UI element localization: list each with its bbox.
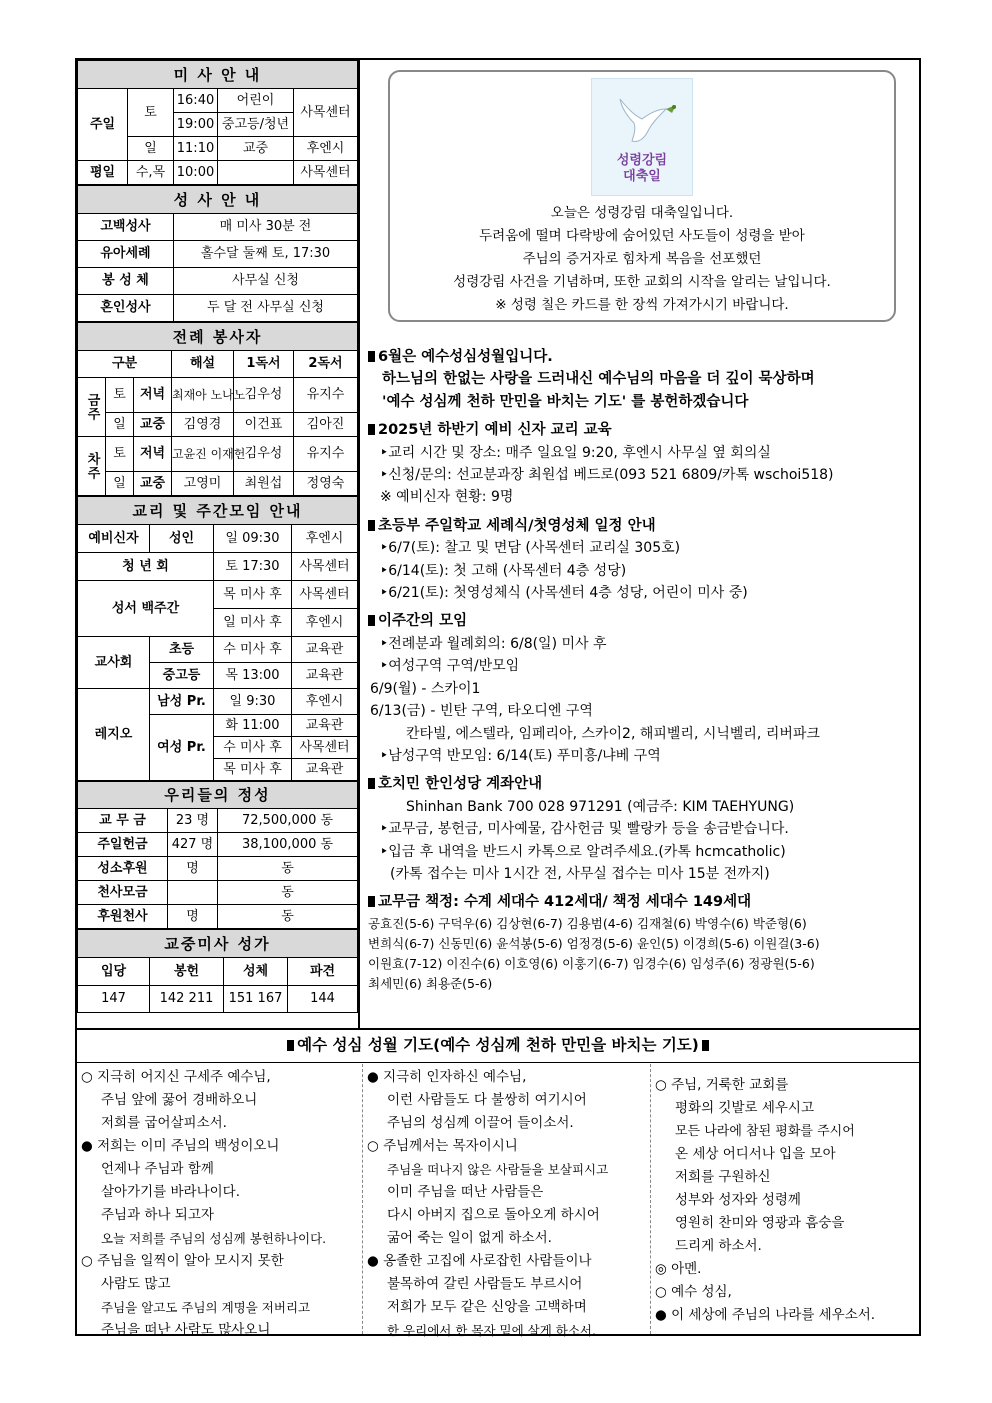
day-label: 일 [106, 413, 134, 437]
news-title: 6월은 예수성심성월입니다. [378, 349, 553, 365]
elem-label: 초등 [150, 637, 214, 663]
reader2: 정영숙 [294, 472, 358, 496]
hymn-header: 성체 [224, 958, 288, 986]
servers-header: 1독서 [234, 351, 294, 378]
meeting-time: 일 미사 후 [214, 609, 292, 637]
meeting-place: 사목센터 [292, 553, 358, 581]
offering-label: 천사모금 [78, 881, 168, 905]
meeting-time: 수 미사 후 [214, 737, 292, 759]
hymn-number: 147 [78, 986, 150, 1013]
meeting-place: 사목센터 [292, 737, 358, 759]
news-line: Shinhan Bank 700 028 971291 (예금주: KIM TAEHYUNG) [406, 798, 795, 815]
mass-table [77, 60, 358, 185]
news-title: 2025년 하반기 예비 신자 교리 교육 [378, 422, 612, 439]
sacrament-value: 홀수달 둘째 토, 17:30 [174, 241, 358, 268]
youth-label: 청 년 회 [78, 553, 214, 581]
prayer-line: ○ 주님, 거룩한 교회를 [655, 1077, 789, 1093]
notice-line: ※ 성령 칠은 카드를 한 장씩 가져가시기 바랍니다. [495, 297, 789, 313]
offering-amount: 동 [218, 857, 358, 881]
offering-count: 명 [168, 857, 218, 881]
news-title: 교무금 책정: 수계 세대수 412세대/ 책정 세대수 149세대 [378, 894, 752, 911]
meeting-place: 교육관 [292, 637, 358, 663]
meeting-time: 화 11:00 [214, 715, 292, 737]
news-line: ※ 예비신자 현황: 9명 [380, 489, 514, 506]
offering-label: 성소후원 [78, 857, 168, 881]
prayer-line: 저희를 굽어살피소서. [101, 1115, 227, 1131]
prayer-column-2 [363, 1064, 651, 1338]
sacrament-label: 유아세례 [78, 241, 174, 268]
sacrament-label: 혼인성사 [78, 295, 174, 322]
mass-label: 저녁 [134, 437, 172, 472]
offering-count [168, 881, 218, 905]
meeting-time: 일 09:30 [214, 525, 292, 553]
mass-name [218, 161, 294, 185]
pledge-names: 공효진(5-6) 구덕우(6) 김상현(6-7) 김용범(4-6) 김재철(6) 박영수(6) 박준형(6) [368, 915, 807, 931]
reader2: 유지수 [294, 437, 358, 472]
offering-amount: 38,100,000 동 [218, 833, 358, 857]
bible-label: 성서 백주간 [78, 581, 214, 637]
meeting-place: 교육관 [292, 715, 358, 737]
news-title: 초등부 주일학교 세례식/첫영성체 일정 안내 [378, 517, 656, 534]
mass-name: 중고등/청년 [218, 113, 294, 137]
sunday-label: 주일 [78, 89, 128, 161]
men-label: 남성 Pr. [150, 689, 214, 715]
meetings-title: 교리 및 주간모임 안내 [78, 497, 358, 525]
catechumen-label: 예비신자 [78, 525, 150, 553]
commentator: 고영미 [172, 472, 234, 496]
prayer-line: 언제나 주님과 함께 [101, 1161, 214, 1177]
mass-name: 어린이 [218, 89, 294, 113]
news-line: ‣전례분과 월례회의: 6/8(일) 미사 후 [380, 635, 607, 652]
meeting-place: 후엔시 [292, 609, 358, 637]
servers-header: 해설 [172, 351, 234, 378]
meeting-time: 수 미사 후 [214, 637, 292, 663]
meeting-place: 교육관 [292, 759, 358, 781]
news-line: 하느님의 한없는 사랑을 드러내신 예수님의 마음을 더 깊이 묵상하며 [382, 371, 815, 388]
mass-place: 후엔시 [294, 137, 358, 161]
news-line: ‣6/21(토): 첫영성체식 (사목센터 4층 성당, 어린이 미사 중) [380, 585, 748, 602]
mass-time: 10:00 [174, 161, 218, 185]
prayer-column-3 [651, 1064, 919, 1334]
notice-line: 오늘은 성령강림 대축일입니다. [550, 205, 734, 221]
prayer-line: 성부와 성자와 성령께 [675, 1192, 801, 1208]
reader1: 최원섭 [234, 472, 294, 496]
news-line: 칸타빌, 에스텔라, 임페리아, 스카이2, 해피벨리, 시닉벨리, 리버파크 [406, 725, 820, 742]
news-line: ‣6/7(토): 찰고 및 면담 (사목센터 교리실 305호) [380, 540, 681, 557]
next-week-label: 차주 [78, 437, 106, 496]
news-line: ‣교리 시간 및 장소: 매주 일요일 9:20, 후엔시 사무실 옆 회의실 [380, 444, 771, 461]
left-column [77, 60, 360, 1028]
news-line: 6/9(월) - 스카이1 [370, 680, 481, 697]
news-line: ‣6/14(토): 첫 고해 (사목센터 4층 성당) [380, 562, 627, 579]
news-title: 이주간의 모임 [378, 613, 468, 630]
prayer-line: 평화의 깃발로 세우시고 [675, 1100, 814, 1116]
prayer-line: 저희를 구원하신 [675, 1169, 771, 1185]
sacrament-label: 고백성사 [78, 214, 174, 241]
notice-line: 두려움에 떨며 다락방에 숨어있던 사도들이 성령을 받아 [479, 228, 805, 244]
offering-count: 명 [168, 905, 218, 929]
prayer-line: 주님을 알고도 주님의 계명을 저버리고 [101, 1300, 311, 1315]
prayer-line: 다시 아버지 집으로 돌아오게 하시어 [387, 1207, 600, 1223]
day-label: 토 [106, 437, 134, 472]
square-bullet-icon [368, 520, 375, 531]
square-bullet-icon [368, 351, 375, 362]
prayer-line: 굶어 죽는 일이 없게 하소서. [387, 1230, 552, 1246]
prayer-line: 사람도 많고 [101, 1276, 171, 1292]
servers-table [77, 322, 358, 496]
meeting-place: 교육관 [292, 663, 358, 689]
offering-label: 후원천사 [78, 905, 168, 929]
meeting-time: 목 13:00 [214, 663, 292, 689]
meeting-time: 일 9:30 [214, 689, 292, 715]
prayer-line: 모든 나라에 참된 평화를 주시어 [675, 1124, 855, 1139]
reader2: 김아진 [294, 413, 358, 437]
prayer-line: ○ 예수 성심, [655, 1284, 732, 1300]
square-bullet-icon [287, 1040, 294, 1051]
adult-label: 성인 [150, 525, 214, 553]
mass-name: 교중 [218, 137, 294, 161]
offering-label: 주일헌금 [78, 833, 168, 857]
commentator: 김영경 [172, 413, 234, 437]
news-line: ‣입금 후 내역을 반드시 카톡으로 알려주세요.(카톡 hcmcatholic) [380, 843, 786, 860]
pledge-names: 이원효(7-12) 이진수(6) 이호영(6) 이훙기(6-7) 임경수(6) 임성주(6) 정광원(5-6) [368, 955, 815, 971]
mass-label: 저녁 [134, 378, 172, 413]
news-line: ‣신청/문의: 선교분과장 최원섭 베드로(093 521 6809/카톡 wschoi518) [380, 467, 834, 484]
sacrament-value: 매 미사 30분 전 [174, 214, 358, 241]
pentecost-notice [388, 70, 896, 322]
prayer-line: 저희가 모두 같은 신앙을 고백하며 [387, 1299, 587, 1315]
prayer-line: ● 저희는 이미 주님의 백성이오니 [81, 1138, 280, 1154]
square-bullet-icon [368, 615, 375, 626]
square-bullet-icon [702, 1040, 709, 1051]
prayer-line: 오늘 저희를 주님의 성심께 봉헌하나이다. [101, 1231, 327, 1246]
sacrament-title: 성 사 안 내 [78, 186, 358, 214]
meeting-time: 목 미사 후 [214, 581, 292, 609]
mass-label: 교중 [134, 413, 172, 437]
notice-line: 성령강림 사건을 기념하며, 또한 교회의 시작을 알리는 날입니다. [453, 274, 831, 290]
commentator: 최재아 노나노 [172, 378, 234, 413]
news-line: (카톡 접수는 미사 1시간 전, 사무실 접수는 미사 15분 전까지) [390, 865, 770, 882]
servers-title: 전례 봉사자 [78, 323, 358, 351]
meeting-time: 토 17:30 [214, 553, 292, 581]
meeting-place: 후엔시 [292, 689, 358, 715]
prayer-line: ○ 주님께서는 목자이시니 [367, 1138, 518, 1154]
news-line: ‣여성구역 구역/반모임 [380, 658, 520, 675]
prayer-line: ◎ 아멘. [655, 1261, 702, 1277]
sacrament-value: 두 달 전 사무실 신청 [174, 295, 358, 322]
prayer-line: ● 지극히 인자하신 예수님, [367, 1069, 527, 1085]
prayer-line: 주님 앞에 꿇어 경배하오니 [101, 1092, 258, 1108]
prayer-title-text: 예수 성심 성월 기도(예수 성심께 천하 만민을 바치는 기도) [297, 1036, 699, 1054]
this-week-label: 금주 [78, 378, 106, 437]
sacrament-label: 봉 성 체 [78, 268, 174, 295]
prayer-line: 드리게 하소서. [675, 1238, 762, 1254]
servers-header: 구분 [78, 351, 172, 378]
prayer-line: 이미 주님을 떠난 사람들은 [387, 1184, 544, 1200]
pledge-names: 최세민(6) 최용준(5-6) [368, 975, 493, 991]
teachers-label: 교사회 [78, 637, 150, 689]
mass-time: 19:00 [174, 113, 218, 137]
logo-text: 대축일 [623, 169, 661, 184]
hymns-table [77, 929, 358, 1013]
right-column [360, 60, 919, 1028]
meetings-table [77, 496, 358, 781]
sacrament-value: 사무실 신청 [174, 268, 358, 295]
sat-label: 토 [128, 89, 174, 137]
hymn-header: 봉헌 [150, 958, 224, 986]
logo-text: 성령강림 [616, 153, 668, 168]
news-line: ‣남성구역 반모임: 6/14(토) 푸미흥/냐베 구역 [380, 747, 661, 764]
news-line: ‣교무금, 봉헌금, 미사예물, 감사헌금 및 빨랑카 등을 송금받습니다. [380, 821, 789, 838]
offerings-title: 우리들의 정성 [78, 782, 358, 809]
meeting-time: 목 미사 후 [214, 759, 292, 781]
offering-amount: 동 [218, 905, 358, 929]
day-label: 일 [106, 472, 134, 496]
prayer-line: 주님을 떠나지 않은 사람들을 보살피시고 [387, 1162, 609, 1177]
prayer-line: 온 세상 어디서나 입을 모아 [675, 1146, 836, 1162]
news-line: '예수 성심께 천하 만민을 바치는 기도' 를 봉헌하겠습니다 [382, 393, 749, 410]
reader2: 유지수 [294, 378, 358, 413]
offering-amount: 72,500,000 동 [218, 809, 358, 833]
prayer-line: 주님과 하나 되고자 [101, 1207, 214, 1223]
prayer-line: ○ 주님을 일찍이 알아 모시지 못한 [81, 1253, 284, 1269]
square-bullet-icon [368, 424, 375, 435]
weekday-label: 평일 [78, 161, 128, 185]
pentecost-logo [591, 78, 693, 196]
offerings-table [77, 781, 358, 929]
commentator: 고윤진 이재헌 [172, 437, 234, 472]
hymn-number: 144 [288, 986, 358, 1013]
weekday-days: 수,목 [128, 161, 174, 185]
prayer-line: 한 우리에서 한 목자 밑에 살게 하소서. [387, 1323, 596, 1338]
women-label: 여성 Pr. [150, 715, 214, 781]
mid-label: 중고등 [150, 663, 214, 689]
news-title: 호치민 한인성당 계좌안내 [378, 776, 543, 793]
servers-header: 2독서 [294, 351, 358, 378]
mass-title: 미 사 안 내 [78, 61, 358, 89]
prayer-line: 불목하여 갈린 사람들도 부르시어 [387, 1276, 583, 1292]
mass-time: 16:40 [174, 89, 218, 113]
square-bullet-icon [368, 896, 375, 907]
reader1: 김우성 [234, 378, 294, 413]
meeting-place: 사목센터 [292, 581, 358, 609]
hymn-number: 151 167 [224, 986, 288, 1013]
prayer-line: 살아가기를 바라나이다. [101, 1184, 240, 1200]
mass-time: 11:10 [174, 137, 218, 161]
meeting-place: 후엔시 [292, 525, 358, 553]
square-bullet-icon [368, 778, 375, 789]
prayer-line: 주님의 성심께 이끌어 들이소서. [387, 1115, 574, 1131]
prayer-title [77, 1030, 919, 1063]
prayer-line: 이런 사람들도 다 불쌍히 여기시어 [387, 1092, 587, 1108]
hymns-title: 교중미사 성가 [78, 930, 358, 958]
legio-label: 레지오 [78, 689, 150, 781]
notice-line: 주님의 증거자로 힘차게 복음을 선포했던 [522, 251, 762, 267]
sun-label: 일 [128, 137, 174, 161]
news-line: 6/13(금) - 빈탄 구역, 타오디엔 구역 [370, 703, 593, 720]
reader1: 이건표 [234, 413, 294, 437]
prayer-line: 영원히 찬미와 영광과 흠숭을 [675, 1215, 845, 1231]
hymn-header: 입당 [78, 958, 150, 986]
mass-place: 사목센터 [294, 161, 358, 185]
prayer-line: ● 옹졸한 고집에 사로잡힌 사람들이나 [367, 1253, 592, 1269]
pledge-names: 변희식(6-7) 신동민(6) 윤석봉(5-6) 엄정경(5-6) 윤인(5) 이경희(5-6) 이원걸(3-6) [368, 935, 820, 951]
prayer-line: ○ 지극히 어지신 구세주 예수님, [81, 1069, 271, 1085]
offering-count: 23 명 [168, 809, 218, 833]
hymn-number: 142 211 [150, 986, 224, 1013]
bulletin-frame [75, 58, 921, 1336]
offering-label: 교 무 금 [78, 809, 168, 833]
offering-amount: 동 [218, 881, 358, 905]
prayer-section [77, 1028, 919, 1338]
reader1: 김우성 [234, 437, 294, 472]
day-label: 토 [106, 378, 134, 413]
sacrament-table [77, 185, 358, 322]
prayer-column-1 [77, 1064, 363, 1338]
mass-place: 사목센터 [294, 89, 358, 137]
offering-count: 427 명 [168, 833, 218, 857]
prayer-line: 주님을 떠난 사람도 많사오니 [101, 1322, 271, 1338]
hymn-header: 파견 [288, 958, 358, 986]
mass-label: 교중 [134, 472, 172, 496]
news-section [368, 346, 916, 994]
prayer-line: ● 이 세상에 주님의 나라를 세우소서. [655, 1307, 876, 1323]
